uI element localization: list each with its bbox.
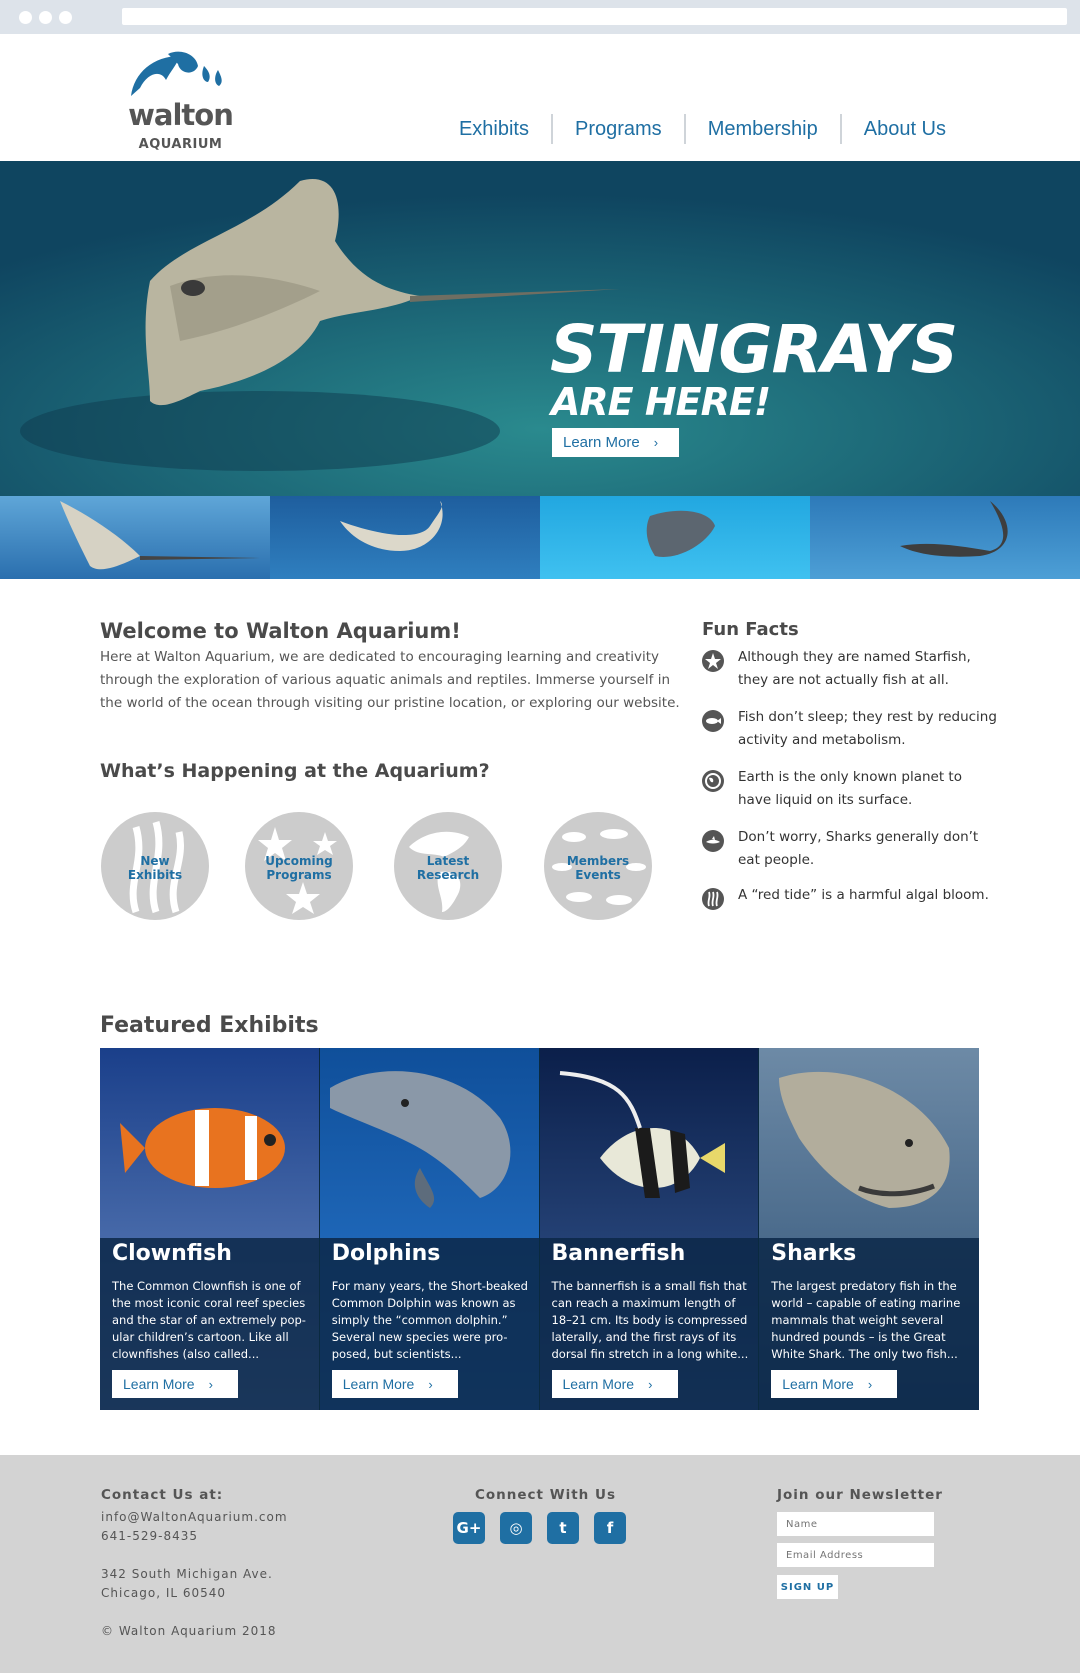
hero-learn-more-label: Learn More — [563, 434, 640, 451]
circle-new-exhibits[interactable] — [101, 812, 209, 920]
seaweed-icon — [702, 888, 724, 910]
welcome-title: Welcome to Walton Aquarium! — [100, 619, 461, 643]
ray-thumbnail-image — [0, 496, 270, 579]
logo-subtitle: AQUARIUM — [138, 137, 223, 152]
ray-thumbnail-image — [270, 496, 540, 579]
fact-text: Although they are named Starfish, they are not actually fish at all. — [738, 649, 971, 688]
thumbnail-1[interactable] — [0, 496, 270, 579]
newsletter-signup-button[interactable]: SIGN UP — [777, 1575, 838, 1599]
facebook-icon[interactable]: f — [594, 1512, 626, 1544]
window-dot[interactable] — [59, 11, 72, 24]
logo[interactable] — [128, 48, 248, 158]
card-text: The largest predatory fish in the world – capable of eating marine mammals that weight several hundred pounds – is the Great White Shark. The only two fish... — [771, 1279, 961, 1361]
circle-latest-research[interactable] — [394, 812, 502, 920]
exhibit-card-sharks[interactable] — [759, 1048, 979, 1410]
exhibit-card-bannerfish[interactable] — [540, 1048, 760, 1410]
dolphin-image — [320, 1048, 540, 1238]
card-learn-more-button[interactable] — [552, 1370, 678, 1398]
window-dot[interactable] — [39, 11, 52, 24]
hero-subtitle: ARE HERE! — [551, 380, 771, 424]
card-learn-more-button[interactable] — [332, 1370, 458, 1398]
card-learn-more-button[interactable] — [771, 1370, 897, 1398]
chevron-right-icon: › — [867, 1376, 873, 1392]
card-title: Dolphins — [331, 1241, 441, 1266]
shark-icon — [702, 830, 724, 852]
fun-facts-title: Fun Facts — [702, 619, 799, 640]
circle-label: Members Events — [566, 854, 630, 882]
featured-cards — [100, 1048, 979, 1410]
copyright: © Walton Aquarium 2018 — [101, 1624, 277, 1638]
bannerfish-image — [540, 1048, 760, 1238]
exhibit-card-dolphins[interactable] — [320, 1048, 540, 1410]
address-bar[interactable] — [122, 8, 1067, 25]
circle-upcoming-programs[interactable] — [245, 812, 353, 920]
nav-exhibits[interactable]: Exhibits — [458, 118, 529, 140]
nav-programs[interactable]: Programs — [551, 114, 684, 144]
exhibit-card-clownfish[interactable] — [100, 1048, 320, 1410]
card-text: The bannerfish is a small fish that can reach a maximum length of 18–21 cm. Its body is compressed laterally, and the first rays of its dorsal fin stretch in a long white... — [551, 1279, 749, 1361]
fact-text: Earth is the only known planet to have liquid on its surface. — [738, 769, 962, 808]
window-dot[interactable] — [19, 11, 32, 24]
newsletter-title: Join our Newsletter — [777, 1487, 943, 1503]
hero-title: STINGRAYS — [550, 311, 958, 388]
nav-membership[interactable]: Membership — [684, 114, 840, 144]
card-title: Clownfish — [112, 1241, 232, 1266]
newsletter-name-field[interactable] — [777, 1512, 934, 1536]
featured-exhibits-title: Featured Exhibits — [100, 1013, 319, 1038]
chevron-right-icon: › — [648, 1376, 653, 1392]
card-learn-more-label: Learn More — [782, 1376, 854, 1392]
card-learn-more-button[interactable] — [112, 1370, 238, 1398]
fish-icon — [702, 710, 724, 732]
site-header — [0, 34, 1080, 161]
card-text: The Common Clownfish is one of the most iconic coral reef species and the star of an extremely pop-ular children’s cartoon. Like all clownfishes (also called... — [112, 1279, 306, 1361]
card-text: For many years, the Short-beaked Common Dolphin was known as simply the “common dolphin.” Several new species were pro-posed, but scientists... — [331, 1279, 528, 1361]
thumbnail-4[interactable] — [810, 496, 1080, 579]
card-learn-more-label: Learn More — [342, 1376, 415, 1392]
card-learn-more-label: Learn More — [562, 1376, 635, 1392]
contact-email[interactable]: info@WaltonAquarium.com — [101, 1510, 288, 1524]
contact-title: Contact Us at: — [101, 1487, 224, 1503]
google-plus-icon[interactable]: G+ — [453, 1512, 485, 1544]
fact-text: A “red tide” is a harmful algal bloom. — [738, 887, 989, 903]
chevron-right-icon: › — [208, 1376, 213, 1392]
main-nav — [437, 114, 968, 144]
circle-label: New Exhibits — [127, 854, 183, 882]
connect-title: Connect With Us — [475, 1487, 616, 1503]
card-title: Bannerfish — [551, 1241, 686, 1266]
clownfish-image — [100, 1048, 320, 1238]
browser-bar — [0, 0, 1080, 34]
thumbnail-2[interactable] — [270, 496, 540, 579]
newsletter-email-field[interactable] — [777, 1543, 934, 1567]
circle-label: Upcoming Programs — [265, 854, 333, 882]
shark-image — [759, 1048, 979, 1238]
hero-learn-more-button[interactable] — [552, 428, 679, 457]
nav-about-us[interactable]: About Us — [840, 114, 968, 144]
contact-phone: 641-529-8435 — [101, 1529, 199, 1543]
instagram-icon[interactable]: ◎ — [500, 1512, 532, 1544]
logo-drop-icon — [128, 48, 233, 98]
twitter-icon[interactable]: t — [547, 1512, 579, 1544]
happening-title: What’s Happening at the Aquarium? — [100, 760, 490, 782]
hero-thumbnails — [0, 496, 1080, 579]
hero-banner — [0, 161, 1080, 496]
globe-icon — [702, 770, 724, 792]
thumbnail-3[interactable] — [540, 496, 810, 579]
card-title: Sharks — [771, 1241, 857, 1266]
contact-address-line1: 342 South Michigan Ave. — [101, 1567, 273, 1581]
card-learn-more-label: Learn More — [123, 1376, 195, 1392]
site-footer — [0, 1455, 1080, 1673]
welcome-text: Here at Walton Aquarium, we are dedicated to encouraging learning and creativity through the exploration of various aquatic animals and reptiles. Immerse yourself in the world of the ocean through visiting our pristine location, or exploring our website. — [100, 649, 680, 711]
fact-text: Fish don’t sleep; they rest by reducing activity and metabolism. — [738, 709, 997, 748]
chevron-right-icon: › — [428, 1376, 433, 1392]
chevron-right-icon: › — [653, 435, 659, 450]
starfish-icon — [702, 650, 724, 672]
logo-wordmark: walton — [128, 98, 233, 132]
circle-members-events[interactable] — [544, 812, 652, 920]
ray-thumbnail-image — [810, 496, 1080, 579]
circle-label: Latest Research — [416, 854, 480, 882]
contact-address-line2: Chicago, IL 60540 — [101, 1586, 227, 1600]
fact-text: Don’t worry, Sharks generally don’t eat people. — [738, 829, 979, 868]
ray-thumbnail-image — [540, 496, 810, 579]
